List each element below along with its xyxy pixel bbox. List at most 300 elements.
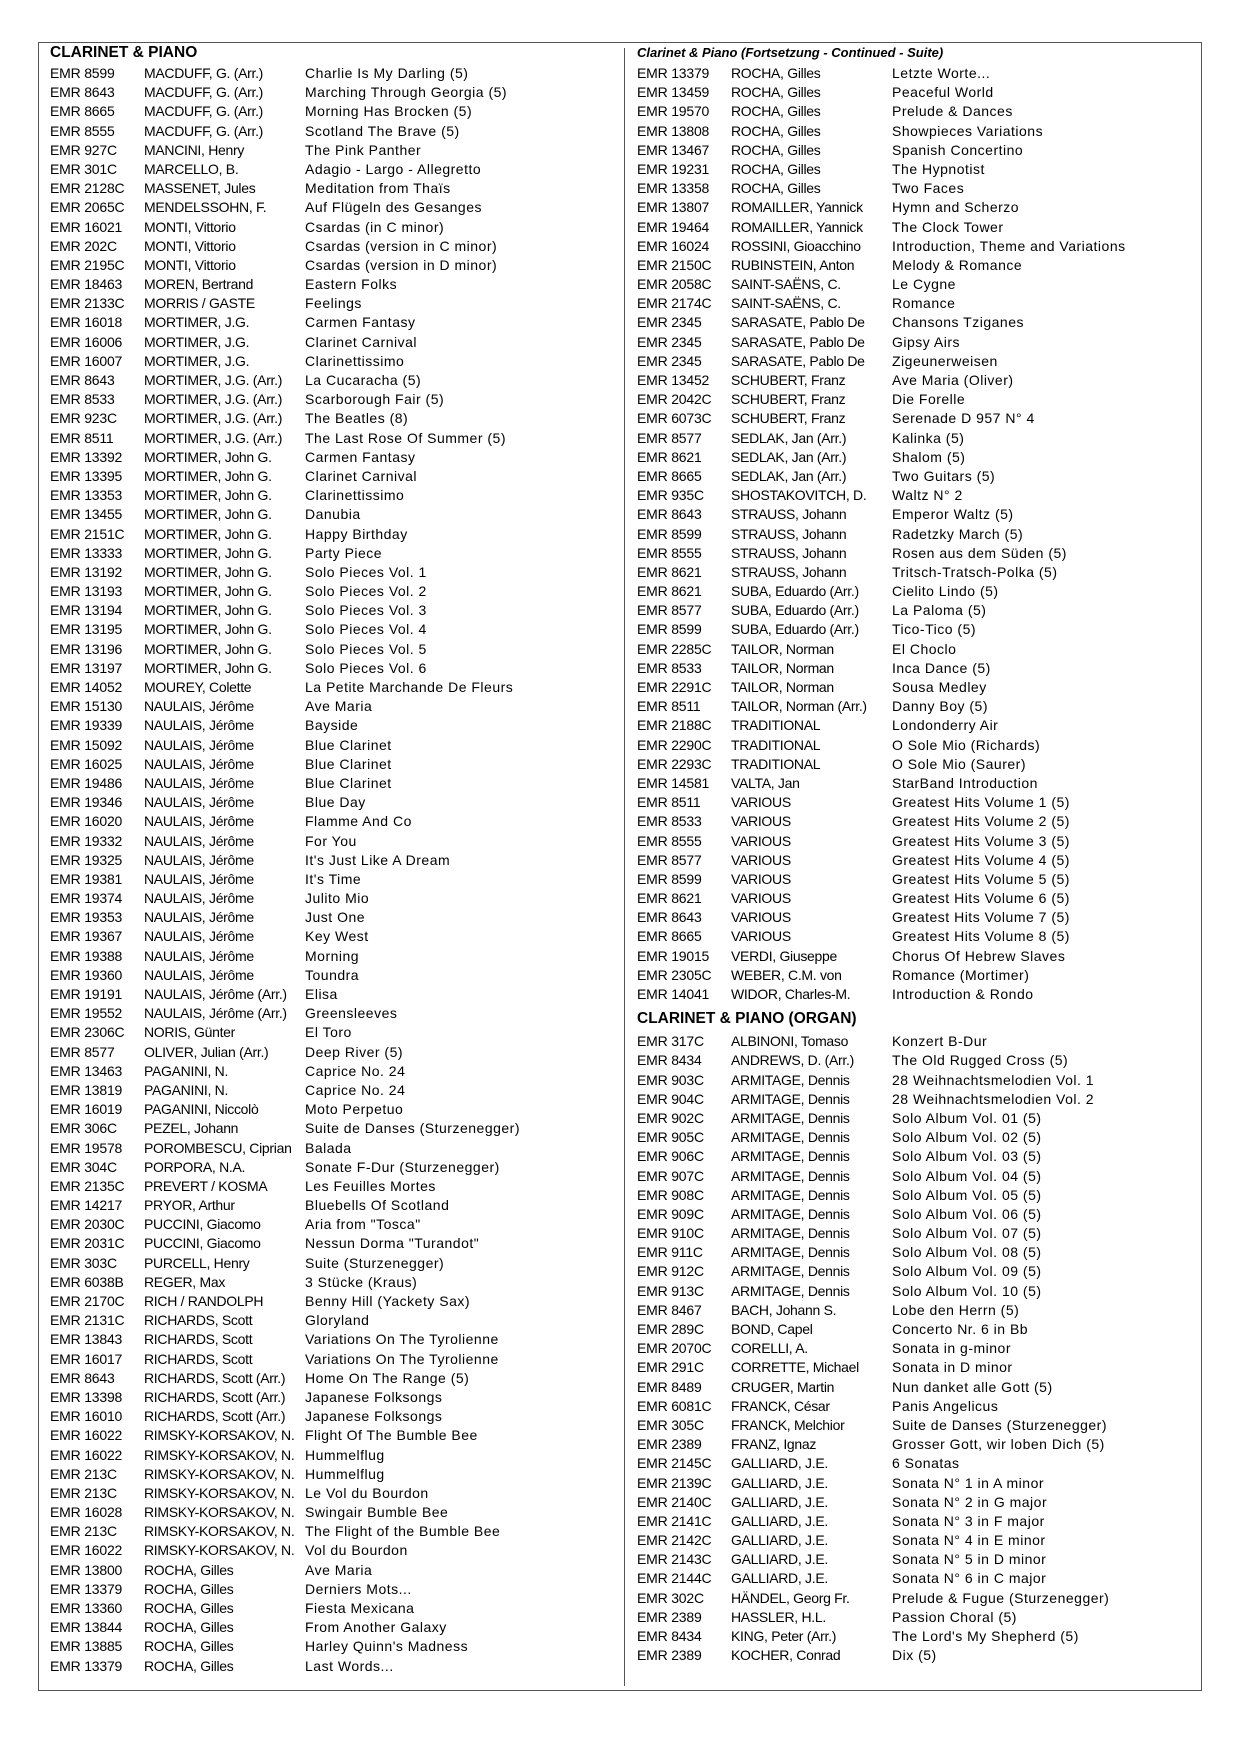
work-title: Greatest Hits Volume 3 (5) bbox=[892, 832, 1070, 849]
catalog-number: EMR 8577 bbox=[637, 851, 702, 868]
work-title: Greatest Hits Volume 5 (5) bbox=[892, 870, 1070, 887]
catalog-number: EMR 912C bbox=[637, 1263, 704, 1280]
composer-name: MORTIMER, John G. bbox=[144, 602, 272, 619]
work-title: Greatest Hits Volume 2 (5) bbox=[892, 813, 1070, 830]
catalog-number: EMR 13195 bbox=[50, 621, 123, 638]
catalog-entry bbox=[637, 198, 1197, 217]
catalog-number: EMR 8577 bbox=[637, 602, 702, 619]
catalog-entry bbox=[50, 1541, 610, 1560]
composer-name: NAULAIS, Jérôme bbox=[144, 966, 254, 983]
work-title: Sonata in g-minor bbox=[892, 1340, 1012, 1357]
composer-name: MORTIMER, John G. bbox=[144, 621, 272, 638]
catalog-entry bbox=[637, 1262, 1197, 1281]
catalog-entry bbox=[637, 525, 1197, 544]
catalog-entry bbox=[637, 1167, 1197, 1186]
catalog-entry bbox=[50, 64, 610, 83]
catalog-number: EMR 16024 bbox=[637, 237, 710, 254]
composer-name: PUCCINI, Giacomo bbox=[144, 1216, 261, 1233]
work-title: Feelings bbox=[305, 295, 362, 312]
catalog-entry bbox=[50, 544, 610, 563]
composer-name: TAILOR, Norman bbox=[731, 640, 834, 657]
catalog-number: EMR 19353 bbox=[50, 909, 123, 926]
work-title: Ave Maria (Oliver) bbox=[892, 372, 1014, 388]
catalog-number: EMR 19388 bbox=[50, 947, 123, 964]
composer-name: MORTIMER, J.G. (Arr.) bbox=[144, 429, 283, 446]
composer-name: SHOSTAKOVITCH, D. bbox=[731, 487, 867, 504]
catalog-number: EMR 8621 bbox=[637, 448, 702, 465]
catalog-number: EMR 13360 bbox=[50, 1600, 123, 1616]
composer-name: ARMITAGE, Dennis bbox=[731, 1244, 850, 1261]
catalog-number: EMR 16010 bbox=[50, 1408, 123, 1425]
composer-name: VARIOUS bbox=[731, 909, 791, 926]
composer-name: ANDREWS, D. (Arr.) bbox=[731, 1052, 854, 1069]
catalog-number: EMR 8643 bbox=[50, 1369, 115, 1386]
composer-name: ROCHA, Gilles bbox=[144, 1580, 234, 1597]
catalog-entry bbox=[50, 1311, 610, 1330]
catalog-number: EMR 14041 bbox=[637, 986, 710, 1002]
composer-name: RICHARDS, Scott bbox=[144, 1350, 253, 1367]
catalog-entry bbox=[637, 1205, 1197, 1224]
catalog-number: EMR 13197 bbox=[50, 659, 123, 676]
work-title: The Old Rugged Cross (5) bbox=[892, 1052, 1069, 1069]
catalog-number: EMR 2174C bbox=[637, 295, 712, 312]
composer-name: NAULAIS, Jérôme bbox=[144, 717, 254, 734]
catalog-entry bbox=[50, 102, 610, 121]
work-title: The Clock Tower bbox=[892, 218, 1004, 235]
catalog-number: EMR 8599 bbox=[50, 65, 115, 81]
work-title: The Pink Panther bbox=[305, 141, 422, 158]
catalog-entry bbox=[637, 812, 1197, 831]
catalog-number: EMR 19578 bbox=[50, 1139, 123, 1156]
catalog-number: EMR 2290C bbox=[637, 736, 712, 753]
work-title: Solo Pieces Vol. 1 bbox=[305, 563, 427, 580]
catalog-number: EMR 19325 bbox=[50, 851, 123, 868]
composer-name: CRUGER, Martin bbox=[731, 1378, 835, 1395]
work-title: Eastern Folks bbox=[305, 276, 398, 293]
work-title: The Lord's My Shepherd (5) bbox=[892, 1628, 1079, 1644]
composer-name: NAULAIS, Jérôme bbox=[144, 890, 254, 907]
composer-name: RIMSKY-KORSAKOV, N. bbox=[144, 1542, 295, 1559]
work-title: From Another Galaxy bbox=[305, 1619, 447, 1636]
work-title: El Toro bbox=[305, 1024, 352, 1041]
catalog-number: EMR 16022 bbox=[50, 1427, 123, 1444]
catalog-entry bbox=[50, 218, 610, 237]
composer-name: MORTIMER, John G. bbox=[144, 467, 272, 484]
composer-name: MORTIMER, J.G. (Arr.) bbox=[144, 391, 283, 408]
work-title: Auf Flügeln des Gesanges bbox=[305, 199, 482, 216]
section-heading-clarinet-piano-organ: CLARINET & PIANO (ORGAN) bbox=[637, 1010, 857, 1028]
catalog-entry bbox=[50, 716, 610, 735]
catalog-number: EMR 2042C bbox=[637, 391, 712, 408]
composer-name: MACDUFF, G. (Arr.) bbox=[144, 65, 264, 81]
composer-name: PEZEL, Johann bbox=[144, 1120, 239, 1137]
catalog-entry bbox=[50, 736, 610, 755]
composer-name: MASSENET, Jules bbox=[144, 180, 256, 197]
work-title: It's Just Like A Dream bbox=[305, 851, 451, 868]
catalog-number: EMR 13379 bbox=[637, 65, 710, 81]
catalog-number: EMR 2285C bbox=[637, 640, 712, 657]
catalog-entry bbox=[637, 716, 1197, 735]
catalog-number: EMR 2188C bbox=[637, 717, 712, 734]
catalog-entry bbox=[637, 1282, 1197, 1301]
work-title: Konzert B-Dur bbox=[892, 1033, 988, 1050]
catalog-number: EMR 291C bbox=[637, 1359, 704, 1376]
work-title: Danny Boy (5) bbox=[892, 698, 988, 715]
composer-name: RICHARDS, Scott (Arr.) bbox=[144, 1408, 286, 1425]
composer-name: RICHARDS, Scott (Arr.) bbox=[144, 1369, 286, 1386]
catalog-entry bbox=[637, 870, 1197, 889]
catalog-entry bbox=[50, 467, 610, 486]
composer-name: VARIOUS bbox=[731, 794, 791, 811]
composer-name: PUCCINI, Giacomo bbox=[144, 1235, 261, 1252]
catalog-list-right bbox=[637, 64, 1197, 1004]
catalog-number: EMR 16022 bbox=[50, 1542, 123, 1559]
work-title: Home On The Range (5) bbox=[305, 1369, 470, 1386]
catalog-number: EMR 2133C bbox=[50, 295, 125, 312]
composer-name: VARIOUS bbox=[731, 890, 791, 907]
work-title: Flamme And Co bbox=[305, 813, 412, 830]
composer-name: PREVERT / KOSMA bbox=[144, 1177, 268, 1194]
work-title: Chorus Of Hebrew Slaves bbox=[892, 947, 1066, 964]
composer-name: NORIS, Günter bbox=[144, 1024, 236, 1041]
catalog-entry bbox=[50, 448, 610, 467]
composer-name: ROCHA, Gilles bbox=[731, 160, 821, 177]
catalog-number: EMR 2306C bbox=[50, 1024, 125, 1041]
composer-name: ROCHA, Gilles bbox=[731, 180, 821, 197]
work-title: Toundra bbox=[305, 966, 360, 983]
catalog-entry bbox=[50, 486, 610, 505]
catalog-entry bbox=[50, 1062, 610, 1081]
catalog-number: EMR 8599 bbox=[637, 525, 702, 542]
catalog-number: EMR 304C bbox=[50, 1158, 117, 1175]
work-title: Sonata N° 2 in G major bbox=[892, 1493, 1048, 1510]
catalog-entry bbox=[637, 697, 1197, 716]
catalog-entry bbox=[50, 294, 610, 313]
catalog-number: EMR 8665 bbox=[637, 928, 702, 945]
composer-name: SCHUBERT, Franz bbox=[731, 391, 846, 408]
composer-name: SEDLAK, Jan (Arr.) bbox=[731, 448, 847, 465]
catalog-number: EMR 8555 bbox=[50, 122, 115, 139]
composer-name: RIMSKY-KORSAKOV, N. bbox=[144, 1446, 295, 1463]
composer-name: TAILOR, Norman bbox=[731, 679, 834, 695]
catalog-number: EMR 8434 bbox=[637, 1628, 702, 1644]
work-title: Solo Album Vol. 08 (5) bbox=[892, 1244, 1042, 1261]
catalog-number: EMR 8533 bbox=[50, 391, 115, 408]
catalog-number: EMR 923C bbox=[50, 410, 117, 427]
catalog-entry bbox=[50, 889, 610, 908]
work-title: Julito Mio bbox=[305, 890, 370, 907]
composer-name: ARMITAGE, Dennis bbox=[731, 1129, 850, 1146]
catalog-entry bbox=[637, 1186, 1197, 1205]
catalog-number: EMR 913C bbox=[637, 1282, 704, 1299]
work-title: Japanese Folksongs bbox=[305, 1388, 443, 1405]
composer-name: VARIOUS bbox=[731, 851, 791, 868]
composer-name: MANCINI, Henry bbox=[144, 141, 245, 158]
catalog-entry bbox=[50, 1465, 610, 1484]
catalog-entry bbox=[637, 486, 1197, 505]
composer-name: ROCHA, Gilles bbox=[731, 141, 821, 158]
catalog-number: EMR 2141C bbox=[637, 1512, 712, 1529]
catalog-number: EMR 911C bbox=[637, 1244, 703, 1261]
catalog-number: EMR 19374 bbox=[50, 890, 123, 907]
composer-name: ROMAILLER, Yannick bbox=[731, 218, 863, 235]
catalog-number: EMR 13193 bbox=[50, 583, 123, 600]
work-title: Shalom (5) bbox=[892, 448, 966, 465]
composer-name: VALTA, Jan bbox=[731, 774, 800, 791]
composer-name: ARMITAGE, Dennis bbox=[731, 1090, 850, 1107]
catalog-number: EMR 8511 bbox=[50, 429, 114, 446]
catalog-number: EMR 301C bbox=[50, 160, 117, 177]
work-title: Benny Hill (Yackety Sax) bbox=[305, 1293, 471, 1309]
catalog-entry bbox=[637, 1531, 1197, 1550]
composer-name: TAILOR, Norman (Arr.) bbox=[731, 698, 867, 715]
composer-name: NAULAIS, Jérôme bbox=[144, 851, 254, 868]
work-title: Csardas (version in C minor) bbox=[305, 237, 498, 254]
composer-name: MORTIMER, John G. bbox=[144, 448, 272, 465]
catalog-number: EMR 16006 bbox=[50, 333, 123, 350]
work-title: Swingair Bumble Bee bbox=[305, 1504, 449, 1521]
work-title: Blue Clarinet bbox=[305, 755, 392, 772]
composer-name: RUBINSTEIN, Anton bbox=[731, 256, 855, 273]
catalog-number: EMR 13844 bbox=[50, 1619, 123, 1636]
work-title: Suite de Danses (Sturzenegger) bbox=[892, 1416, 1107, 1433]
catalog-number: EMR 302C bbox=[637, 1589, 704, 1606]
work-title: 28 Weihnachtsmelodien Vol. 1 bbox=[892, 1071, 1095, 1088]
composer-name: NAULAIS, Jérôme (Arr.) bbox=[144, 986, 287, 1002]
catalog-entry bbox=[637, 409, 1197, 428]
catalog-number: EMR 13196 bbox=[50, 640, 123, 657]
section-heading-continued: Clarinet & Piano (Fortsetzung - Continued - Suite) bbox=[637, 45, 944, 60]
composer-name: ARMITAGE, Dennis bbox=[731, 1263, 850, 1280]
composer-name: NAULAIS, Jérôme bbox=[144, 813, 254, 830]
composer-name: NAULAIS, Jérôme bbox=[144, 794, 254, 811]
catalog-entry bbox=[637, 313, 1197, 332]
work-title: Harley Quinn's Madness bbox=[305, 1638, 469, 1655]
catalog-number: EMR 2145C bbox=[637, 1455, 712, 1472]
composer-name: TAILOR, Norman bbox=[731, 659, 834, 676]
work-title: Elisa bbox=[305, 986, 338, 1002]
work-title: Sousa Medley bbox=[892, 679, 987, 695]
work-title: Sonate F-Dur (Sturzenegger) bbox=[305, 1158, 500, 1175]
work-title: Two Faces bbox=[892, 180, 965, 197]
work-title: Zigeunerweisen bbox=[892, 352, 998, 369]
work-title: Kalinka (5) bbox=[892, 429, 965, 446]
catalog-number: EMR 8643 bbox=[50, 84, 115, 101]
catalog-entry bbox=[50, 1484, 610, 1503]
composer-name: MENDELSSOHN, F. bbox=[144, 199, 267, 216]
catalog-number: EMR 909C bbox=[637, 1205, 704, 1222]
right-column bbox=[637, 42, 1197, 1665]
catalog-number: EMR 13807 bbox=[637, 199, 710, 216]
catalog-number: EMR 14581 bbox=[637, 774, 710, 791]
catalog-entry bbox=[637, 1397, 1197, 1416]
catalog-number: EMR 19570 bbox=[637, 103, 710, 120]
composer-name: BACH, Johann S. bbox=[731, 1301, 837, 1318]
composer-name: MORTIMER, J.G. (Arr.) bbox=[144, 372, 283, 388]
catalog-entry bbox=[637, 160, 1197, 179]
composer-name: MORTIMER, John G. bbox=[144, 506, 272, 523]
work-title: Two Guitars (5) bbox=[892, 467, 996, 484]
work-title: Greensleeves bbox=[305, 1005, 398, 1022]
work-title: Greatest Hits Volume 7 (5) bbox=[892, 909, 1070, 926]
composer-name: MORTIMER, John G. bbox=[144, 525, 272, 542]
catalog-number: EMR 2151C bbox=[50, 525, 125, 542]
catalog-number: EMR 13459 bbox=[637, 84, 710, 101]
composer-name: STRAUSS, Johann bbox=[731, 506, 847, 523]
work-title: Nessun Dorma "Turandot" bbox=[305, 1235, 480, 1252]
work-title: Ave Maria bbox=[305, 1561, 373, 1578]
composer-name: MORTIMER, John G. bbox=[144, 640, 272, 657]
work-title: Variations On The Tyrolienne bbox=[305, 1331, 499, 1348]
work-title: Csardas (in C minor) bbox=[305, 218, 445, 235]
catalog-entry bbox=[637, 1071, 1197, 1090]
composer-name: ARMITAGE, Dennis bbox=[731, 1148, 850, 1165]
catalog-entry bbox=[50, 870, 610, 889]
work-title: Rosen aus dem Süden (5) bbox=[892, 544, 1067, 561]
work-title: Ave Maria bbox=[305, 698, 373, 715]
composer-name: MORTIMER, J.G. bbox=[144, 333, 250, 350]
work-title: Waltz N° 2 bbox=[892, 487, 963, 504]
work-title: Tico-Tico (5) bbox=[892, 621, 977, 638]
composer-name: PORPORA, N.A. bbox=[144, 1158, 246, 1175]
work-title: 28 Weihnachtsmelodien Vol. 2 bbox=[892, 1090, 1095, 1107]
catalog-number: EMR 2291C bbox=[637, 679, 712, 695]
composer-name: VERDI, Giuseppe bbox=[731, 947, 837, 964]
catalog-number: EMR 8555 bbox=[637, 544, 702, 561]
work-title: Peaceful World bbox=[892, 84, 994, 101]
catalog-entry bbox=[637, 275, 1197, 294]
catalog-number: EMR 906C bbox=[637, 1148, 704, 1165]
catalog-entry bbox=[637, 1589, 1197, 1608]
work-title: Prelude & Fugue (Sturzenegger) bbox=[892, 1589, 1110, 1606]
composer-name: RIMSKY-KORSAKOV, N. bbox=[144, 1484, 295, 1501]
work-title: Solo Album Vol. 03 (5) bbox=[892, 1148, 1042, 1165]
work-title: Die Forelle bbox=[892, 391, 966, 408]
work-title: Morning bbox=[305, 947, 360, 964]
catalog-entry bbox=[637, 1474, 1197, 1493]
composer-name: SARASATE, Pablo De bbox=[731, 314, 865, 331]
composer-name: STRAUSS, Johann bbox=[731, 544, 847, 561]
work-title: Sonata N° 5 in D minor bbox=[892, 1551, 1047, 1568]
catalog-number: EMR 903C bbox=[637, 1071, 704, 1088]
composer-name: SAINT-SAËNS, C. bbox=[731, 276, 841, 293]
work-title: La Petite Marchande De Fleurs bbox=[305, 679, 514, 695]
catalog-number: EMR 13194 bbox=[50, 602, 123, 619]
catalog-number: EMR 8643 bbox=[50, 372, 115, 388]
work-title: Suite (Sturzenegger) bbox=[305, 1254, 445, 1271]
work-title: Danubia bbox=[305, 506, 361, 523]
catalog-number: EMR 19381 bbox=[50, 870, 123, 887]
catalog-entry bbox=[50, 1522, 610, 1541]
composer-name: MARCELLO, B. bbox=[144, 160, 239, 177]
catalog-entry bbox=[637, 659, 1197, 678]
composer-name: KOCHER, Conrad bbox=[731, 1647, 841, 1664]
catalog-number: EMR 2070C bbox=[637, 1340, 712, 1357]
catalog-number: EMR 2195C bbox=[50, 256, 125, 273]
catalog-entry bbox=[637, 1435, 1197, 1454]
catalog-list-left bbox=[50, 64, 610, 1676]
work-title: Tritsch-Tratsch-Polka (5) bbox=[892, 563, 1058, 580]
work-title: Lobe den Herrn (5) bbox=[892, 1301, 1020, 1318]
composer-name: NAULAIS, Jérôme bbox=[144, 928, 254, 945]
catalog-number: EMR 2389 bbox=[637, 1647, 702, 1664]
work-title: Gipsy Airs bbox=[892, 333, 961, 350]
catalog-entry bbox=[50, 1637, 610, 1656]
catalog-number: EMR 6038B bbox=[50, 1273, 124, 1290]
work-title: O Sole Mio (Richards) bbox=[892, 736, 1041, 753]
catalog-entry bbox=[637, 352, 1197, 371]
catalog-entry bbox=[50, 1292, 610, 1311]
composer-name: SUBA, Eduardo (Arr.) bbox=[731, 602, 859, 619]
work-title: 6 Sonatas bbox=[892, 1455, 960, 1472]
catalog-entry bbox=[637, 544, 1197, 563]
composer-name: NAULAIS, Jérôme bbox=[144, 698, 254, 715]
catalog-number: EMR 13392 bbox=[50, 448, 123, 465]
catalog-entry bbox=[50, 141, 610, 160]
composer-name: ROCHA, Gilles bbox=[144, 1600, 234, 1616]
catalog-number: EMR 13452 bbox=[637, 372, 710, 388]
catalog-number: EMR 16018 bbox=[50, 314, 123, 331]
catalog-number: EMR 2128C bbox=[50, 180, 125, 197]
work-title: Spanish Concertino bbox=[892, 141, 1024, 158]
catalog-entry bbox=[637, 736, 1197, 755]
work-title: Caprice No. 24 bbox=[305, 1062, 406, 1079]
column-divider bbox=[624, 48, 625, 1686]
composer-name: ROCHA, Gilles bbox=[144, 1657, 234, 1674]
work-title: Solo Album Vol. 02 (5) bbox=[892, 1129, 1042, 1146]
catalog-entry bbox=[637, 774, 1197, 793]
catalog-number: EMR 8533 bbox=[637, 813, 702, 830]
catalog-number: EMR 2131C bbox=[50, 1312, 125, 1329]
composer-name: RICHARDS, Scott bbox=[144, 1312, 253, 1329]
catalog-entry bbox=[50, 659, 610, 678]
catalog-entry bbox=[50, 1369, 610, 1388]
catalog-number: EMR 2031C bbox=[50, 1235, 125, 1252]
catalog-number: EMR 13808 bbox=[637, 122, 710, 139]
catalog-entry bbox=[50, 1158, 610, 1177]
catalog-entry bbox=[637, 64, 1197, 83]
composer-name: HÄNDEL, Georg Fr. bbox=[731, 1589, 850, 1606]
catalog-entry bbox=[50, 237, 610, 256]
catalog-number: EMR 19360 bbox=[50, 966, 123, 983]
catalog-number: EMR 2389 bbox=[637, 1436, 702, 1453]
composer-name: ARMITAGE, Dennis bbox=[731, 1282, 850, 1299]
catalog-entry bbox=[50, 908, 610, 927]
work-title: For You bbox=[305, 832, 357, 849]
composer-name: GALLIARD, J.E. bbox=[731, 1493, 828, 1510]
composer-name: MORTIMER, John G. bbox=[144, 659, 272, 676]
catalog-entry bbox=[50, 985, 610, 1004]
composer-name: SCHUBERT, Franz bbox=[731, 372, 846, 388]
catalog-entry bbox=[637, 1128, 1197, 1147]
composer-name: REGER, Max bbox=[144, 1273, 226, 1290]
catalog-entry bbox=[50, 601, 610, 620]
catalog-number: EMR 927C bbox=[50, 141, 117, 158]
work-title: Solo Album Vol. 04 (5) bbox=[892, 1167, 1042, 1184]
catalog-entry bbox=[637, 851, 1197, 870]
catalog-number: EMR 19332 bbox=[50, 832, 123, 849]
composer-name: RIMSKY-KORSAKOV, N. bbox=[144, 1427, 295, 1444]
catalog-number: EMR 19339 bbox=[50, 717, 123, 734]
work-title: Solo Pieces Vol. 2 bbox=[305, 583, 427, 600]
catalog-number: EMR 306C bbox=[50, 1120, 117, 1137]
work-title: Balada bbox=[305, 1139, 352, 1156]
composer-name: ARMITAGE, Dennis bbox=[731, 1225, 850, 1242]
catalog-number: EMR 13455 bbox=[50, 506, 123, 523]
catalog-number: EMR 2143C bbox=[637, 1551, 712, 1568]
left-column bbox=[50, 42, 610, 1676]
composer-name: VARIOUS bbox=[731, 928, 791, 945]
